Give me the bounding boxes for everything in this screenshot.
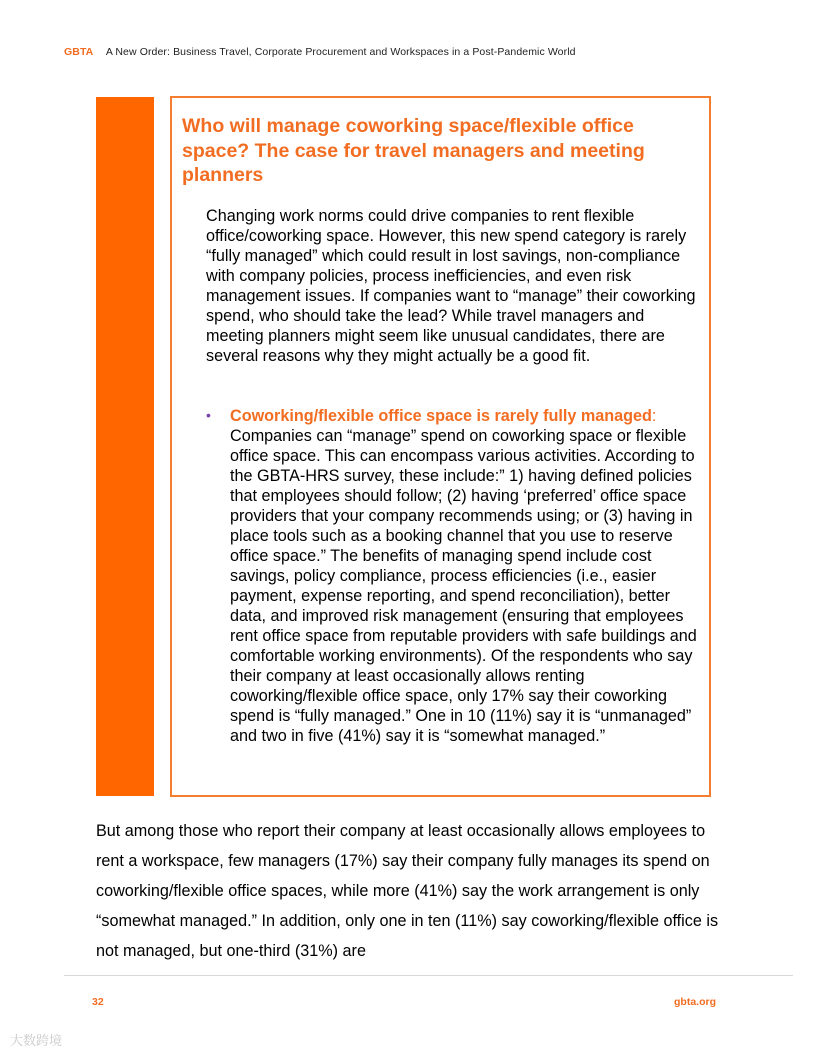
header-title: A New Order: Business Travel, Corporate Procurement and Workspaces in a Post-Pandemic World xyxy=(105,46,576,58)
bullet-marker: • xyxy=(206,407,211,423)
callout-box xyxy=(170,96,711,797)
bullet-lead: Coworking/flexible office space is rarely fully managed xyxy=(230,407,652,425)
running-header xyxy=(64,46,576,58)
bullet-text: Companies can “manage” spend on coworking space or flexible office space. This can encompass various activities. According to the GBTA-HRS survey, these include:” 1) having defined policies that employees should follow; (2) having ‘preferred’ office space providers that your company recommends using; or (3) having in place tools such as a booking channel that you use to reserve office space.” The benefits of managing spend include cost savings, policy compliance, process efficiencies (i.e., easier payment, expense reporting, and spend reconciliation), better data, and improved risk management (ensuring that employees rent office space from reputable providers with safe buildings and comfortable working environments). Of the respondents who say their company at least occasionally allows renting coworking/flexible office space, only 17% say their coworking spend is “fully managed.” One in 10 (11%) say it is “unmanaged” and two in five (41%) say it is “somewhat managed.” xyxy=(230,427,697,745)
watermark: 大数跨境 xyxy=(10,1033,63,1048)
accent-bar xyxy=(96,97,154,796)
footer-website: gbta.org xyxy=(674,996,716,1008)
bullet-colon: : xyxy=(651,407,657,425)
callout-paragraph: Changing work norms could drive companies to rent flexible office/coworking space. However, this new spend category is rarely “fully managed” which could result in lost savings, non-compliance with company policies, process inefficiencies, and even risk management issues. If companies want to “manage” their coworking spend, who should take the lead? While travel managers and meeting planners might seem like unusual candidates, there are several reasons why they might actually be a good fit. xyxy=(206,207,696,365)
footer-divider xyxy=(64,975,793,976)
page-number: 32 xyxy=(92,996,104,1008)
callout-title: Who will manage coworking space/flexible office space? The case for travel managers and meeting planners xyxy=(182,115,645,186)
header-brand: GBTA xyxy=(64,46,94,58)
callout-bullet xyxy=(230,406,704,746)
body-paragraph: But among those who report their company at least occasionally allows employees to rent a workspace, few managers (17%) say their company fully manages its spend on coworking/flexible office spaces, while more (41%) say the work arrangement is only “somewhat managed.” In addition, only one in ten (11%) say coworking/flexible office is not managed, but one-third (31%) are xyxy=(96,822,719,960)
